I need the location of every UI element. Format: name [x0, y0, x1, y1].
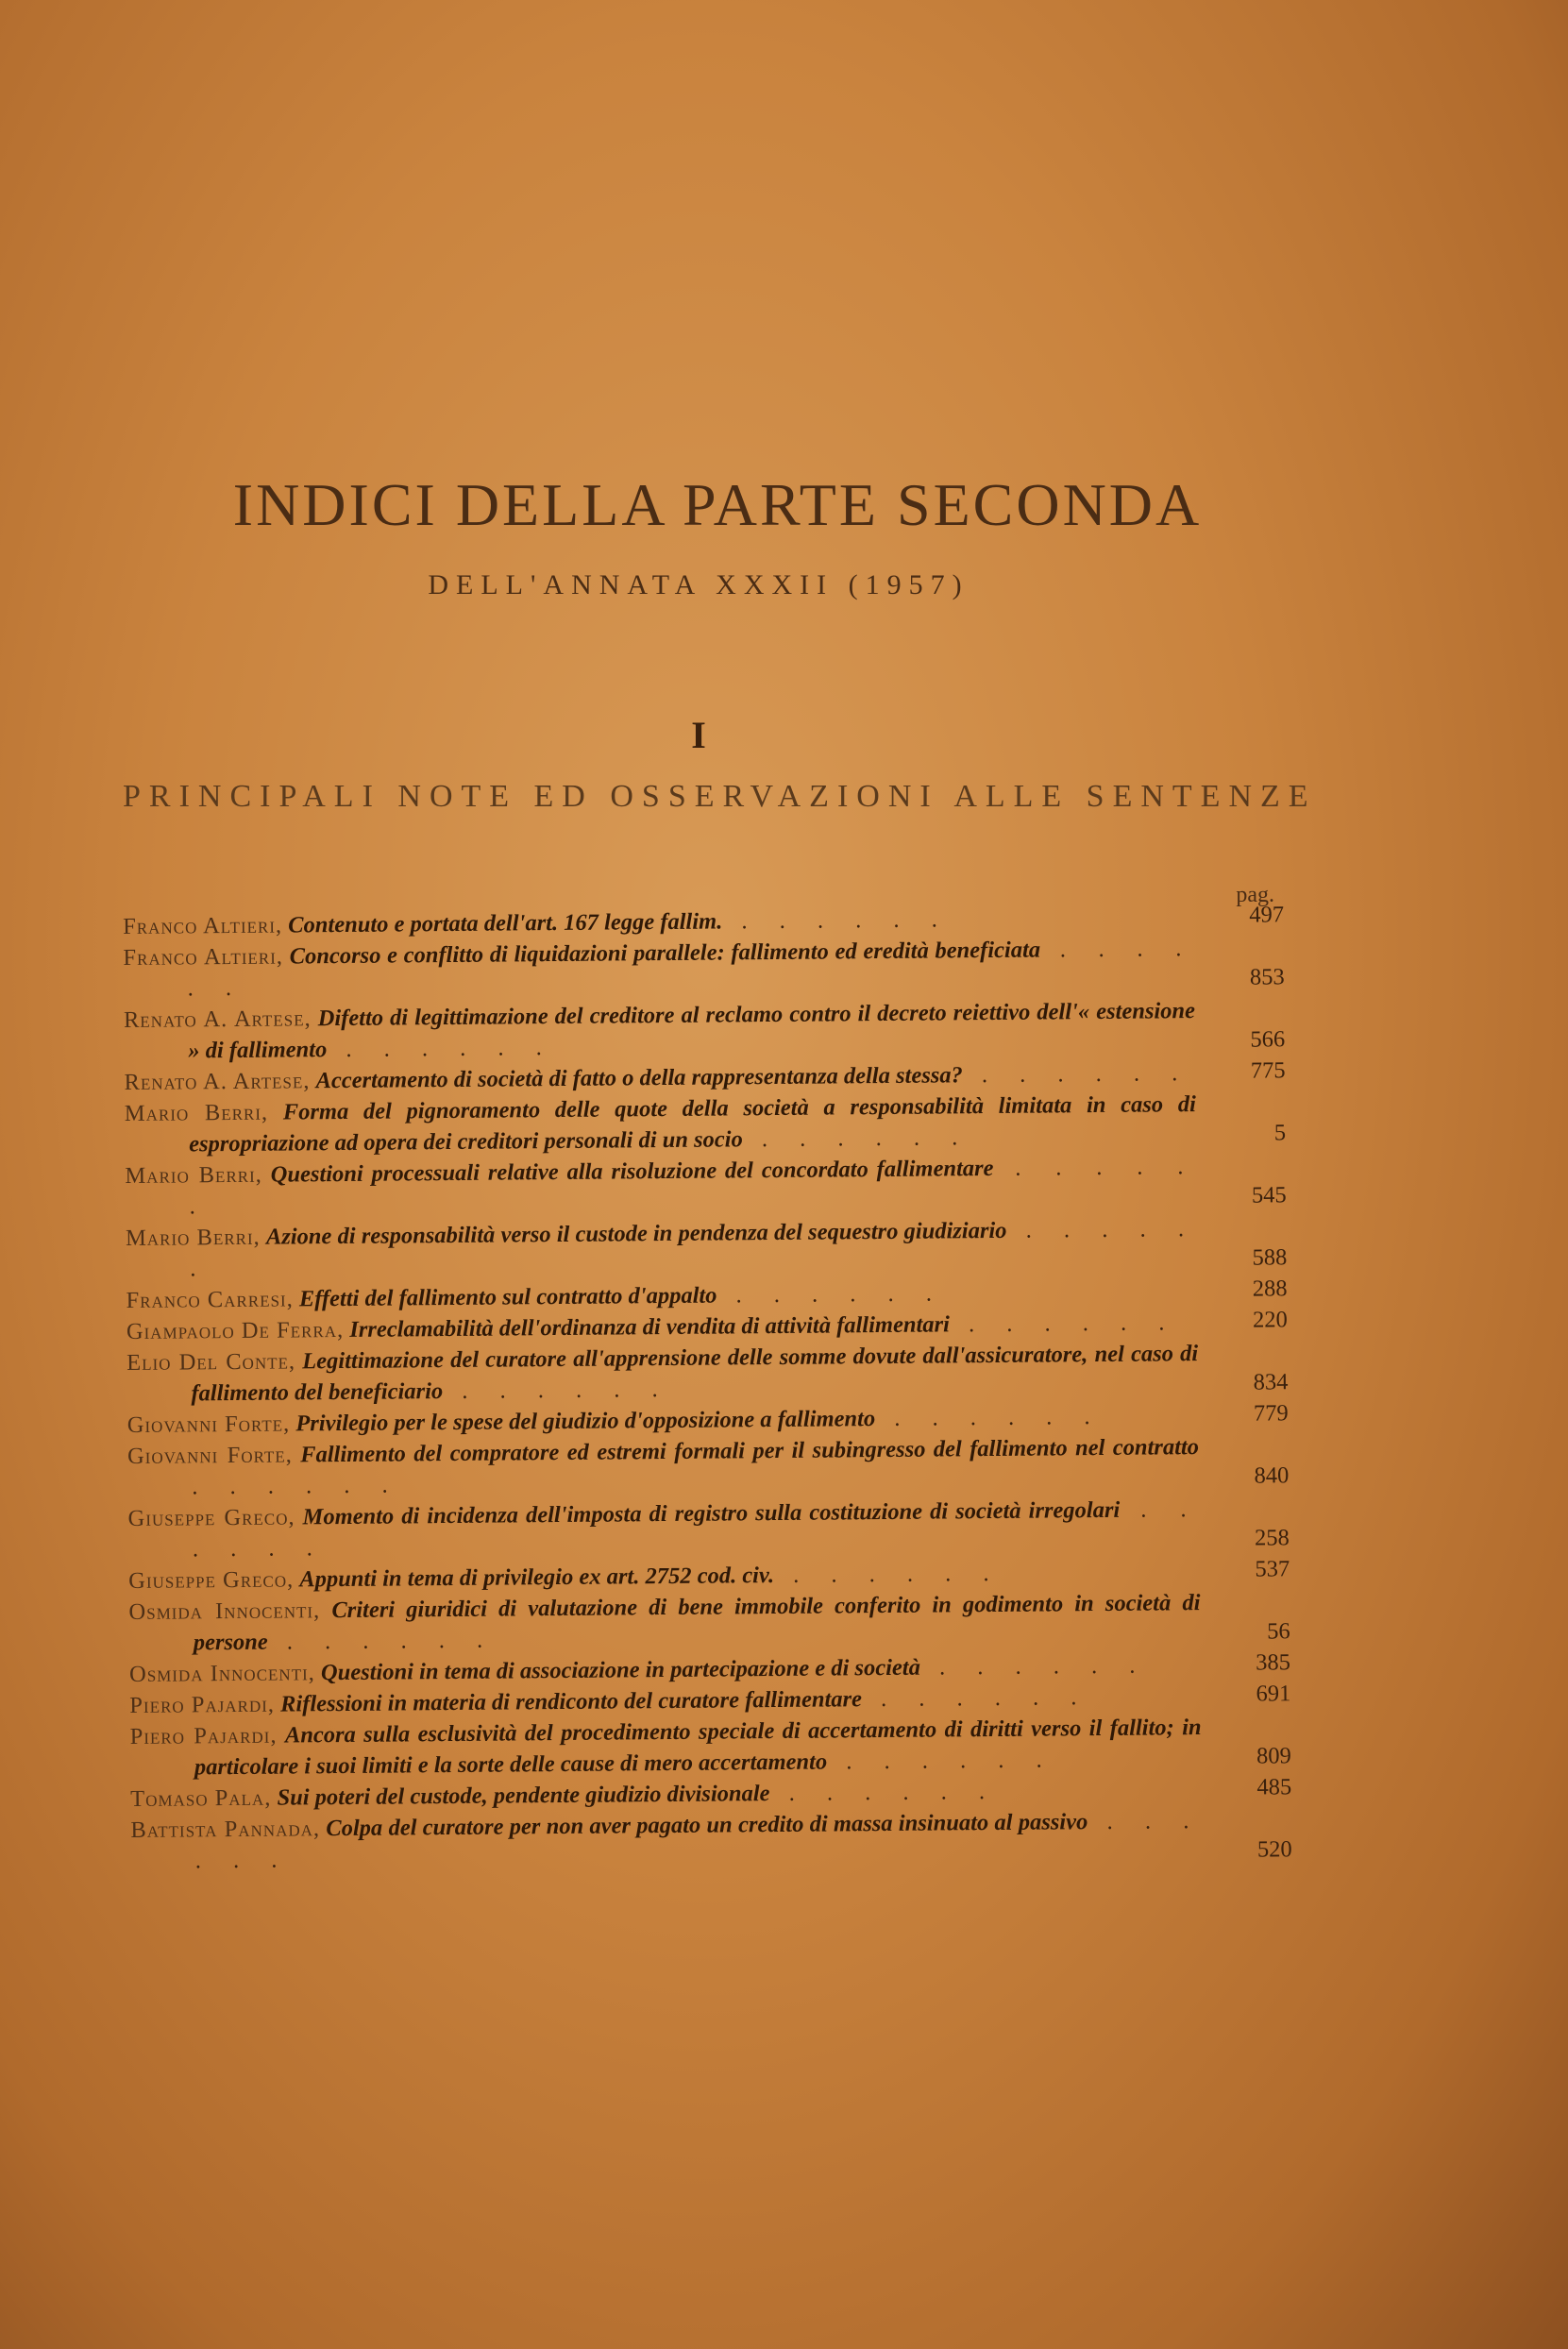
entry-page-number: 497 — [1249, 902, 1285, 928]
entry-title: Irreclamabilità dell'ordinanza di vendita di attività fallimentari — [349, 1311, 951, 1343]
entry-title: Difetto di legittimazione del creditore al reclamo contro il decreto reiettivo dell'« estensione » di fallimento — [188, 998, 1196, 1064]
entry-author: Giuseppe Greco, — [128, 1566, 295, 1594]
entry-title: Colpa del curatore per non aver pagato un credito di massa insinuato al passivo — [326, 1809, 1088, 1842]
entry-text — [128, 1587, 1201, 1659]
leader-dots: . . . . . . — [919, 1652, 1149, 1681]
entry-page-number: 56 — [1267, 1618, 1290, 1645]
entry-text — [126, 1338, 1199, 1410]
entry-author: Renato A. Artese, — [123, 1006, 312, 1033]
leader-dots: . . . . . . — [962, 1060, 1191, 1089]
entry-text — [125, 1089, 1197, 1160]
leader-dots: . . . . . . — [717, 1280, 946, 1309]
leader-dots: . . . . . . — [861, 1684, 1090, 1713]
entry-title: Sui poteri del custode, pendente giudizio divisionale — [277, 1781, 770, 1811]
entry-title: Forma del pignoramento delle quote della società a responsabilità limitata in caso di espropriazione ad opera dei creditori personali di un socio — [189, 1091, 1196, 1158]
leader-dots: . . . . . . — [189, 1154, 1197, 1220]
leader-dots: . . . . . . — [949, 1310, 1178, 1338]
entry-page-number: 840 — [1254, 1462, 1290, 1489]
entry-title: Criteri giuridici di valutazione di bene immobile conferito in godimento in società di persone — [193, 1590, 1201, 1656]
index-entry — [127, 1493, 1290, 1565]
page-title: INDICI DELLA PARTE SECONDA — [232, 471, 1203, 538]
entry-author: Giampaolo De Ferra, — [126, 1316, 345, 1344]
index-entry — [126, 1337, 1289, 1410]
index-entry — [126, 1212, 1288, 1285]
entry-author: Battista Pannada, — [130, 1816, 321, 1843]
entry-page-number: 288 — [1252, 1276, 1288, 1302]
leader-dots: . . . . . . — [187, 936, 1195, 1002]
entry-title: Fallimento del compratore ed estremi formali per il subingresso del fallimento nel contratto — [300, 1434, 1200, 1468]
leader-dots: . . . . . . — [443, 1376, 671, 1405]
entry-title: Effetti del fallimento sul contratto d'appalto — [298, 1282, 717, 1312]
index-entry — [127, 1430, 1290, 1503]
entry-page-number: 588 — [1252, 1244, 1288, 1271]
entry-text — [130, 1805, 1203, 1877]
entry-page-number: 775 — [1250, 1057, 1286, 1084]
entry-author: Tomaso Pala, — [130, 1784, 272, 1812]
index-entries — [123, 901, 1292, 1877]
entry-author: Mario Berri, — [125, 1161, 262, 1189]
entry-page-number: 258 — [1254, 1525, 1290, 1551]
leader-dots: . . . . . . — [194, 1808, 1203, 1874]
entry-author: Giovanni Forte, — [126, 1442, 293, 1469]
entry-title: Questioni processuali relative alla risoluzione del concordato fallimentare — [270, 1155, 994, 1188]
entry-page-number: 853 — [1249, 964, 1285, 990]
entry-title: Appunti in tema di privilegio ex art. 2752 cod. civ. — [299, 1563, 775, 1593]
entry-author: Giuseppe Greco, — [127, 1504, 295, 1531]
entry-author: Piero Pajardi, — [129, 1691, 276, 1718]
entry-page-number: 220 — [1252, 1307, 1288, 1333]
index-entry — [125, 1088, 1287, 1160]
entry-text — [125, 1151, 1197, 1223]
page-column-label: pag. — [1236, 883, 1274, 907]
index-entry — [130, 1804, 1292, 1877]
entry-author: Franco Altieri, — [123, 912, 283, 939]
entry-page-number: 809 — [1256, 1743, 1291, 1769]
leader-dots: . . . . . . — [190, 1216, 1198, 1282]
entry-author: Elio Del Conte, — [126, 1348, 296, 1376]
entry-title: Ancora sulla esclusività del procedimento speciale di accertamento di diritti verso il fallito; in particolare i suoi limiti e la sorte delle cause di mero accertamento — [194, 1715, 1202, 1781]
entry-page-number: 545 — [1251, 1182, 1287, 1208]
entry-title: Questioni in tema di associazione in partecipazione e di società — [320, 1654, 921, 1686]
page-subtitle: DELL'ANNATA XXXII (1957) — [428, 569, 969, 600]
entry-author: Franco Altieri, — [123, 943, 284, 971]
entry-page-number: 779 — [1253, 1400, 1289, 1427]
entry-page-number: 691 — [1256, 1681, 1291, 1707]
section-number: I — [691, 714, 706, 756]
entry-page-number: 520 — [1256, 1836, 1292, 1863]
index-entry — [128, 1586, 1290, 1659]
entry-author: Mario Berri, — [124, 1099, 269, 1126]
entry-title: Riflessioni in materia di rendiconto del curatore fallimentare — [279, 1686, 863, 1717]
leader-dots: . . . . . . — [742, 1124, 971, 1153]
entry-page-number: 834 — [1253, 1369, 1289, 1395]
entry-title: Privilegio per le spese del giudizio d'opposizione a fallimento — [295, 1406, 876, 1437]
leader-dots: . . . . . . — [875, 1403, 1104, 1432]
leader-dots: . . . . . . — [192, 1496, 1200, 1563]
index-entry — [124, 994, 1286, 1067]
index-entry — [125, 1150, 1287, 1223]
entry-page-number: 537 — [1255, 1556, 1290, 1582]
leader-dots: . . . . . . — [327, 1035, 555, 1063]
leader-dots: . . . . . . — [827, 1747, 1055, 1775]
entry-page-number: 385 — [1256, 1649, 1291, 1676]
entry-title: Concorso e conflitto di liquidazioni parallele: fallimento ed eredità beneficiata — [289, 937, 1041, 970]
entry-author: Mario Berri, — [125, 1224, 261, 1251]
leader-dots: . . . . . . — [773, 1560, 1003, 1589]
entry-title: Contenuto e portata dell'art. 167 legge fallim. — [288, 908, 723, 938]
entry-author: Giovanni Forte, — [126, 1411, 291, 1438]
leader-dots: . . . . . . — [722, 906, 951, 935]
leader-dots: . . . . . . — [192, 1472, 401, 1500]
index-entry — [123, 932, 1285, 1005]
entry-author: Franco Carresi, — [126, 1286, 294, 1313]
leader-dots: . . . . . . — [267, 1627, 497, 1655]
entry-author: Osmida Innocenti, — [128, 1597, 321, 1625]
entry-text — [123, 933, 1195, 1005]
entry-title: Accertamento di società di fatto o della rappresentanza della stessa? — [315, 1062, 963, 1094]
entry-text — [124, 995, 1196, 1067]
entry-page-number: 566 — [1250, 1026, 1286, 1053]
entry-text — [127, 1431, 1200, 1503]
section-title: PRINCIPALI NOTE ED OSSERVAZIONI ALLE SENTENZE — [123, 779, 1317, 814]
entry-page-number: 485 — [1256, 1774, 1292, 1800]
entry-text — [129, 1712, 1202, 1783]
entry-author: Renato A. Artese, — [124, 1068, 311, 1095]
entry-text — [126, 1213, 1198, 1285]
entry-author: Osmida Innocenti, — [128, 1660, 315, 1687]
index-entry — [129, 1711, 1291, 1783]
entry-title: Azione di responsabilità verso il custode in pendenza del sequestro giudiziario — [265, 1217, 1007, 1250]
entry-title: Momento di incidenza dell'imposta di registro sulla costituzione di società irregolari — [302, 1496, 1121, 1530]
entry-author: Piero Pajardi, — [129, 1722, 278, 1749]
entry-page-number: 5 — [1273, 1120, 1287, 1146]
entry-title: Legittimazione del curatore all'apprensione delle somme dovute dall'assicuratore, nel caso di fallimento del beneficiario — [191, 1341, 1199, 1407]
entry-text — [127, 1494, 1200, 1565]
leader-dots: . . . . . . — [769, 1778, 999, 1807]
